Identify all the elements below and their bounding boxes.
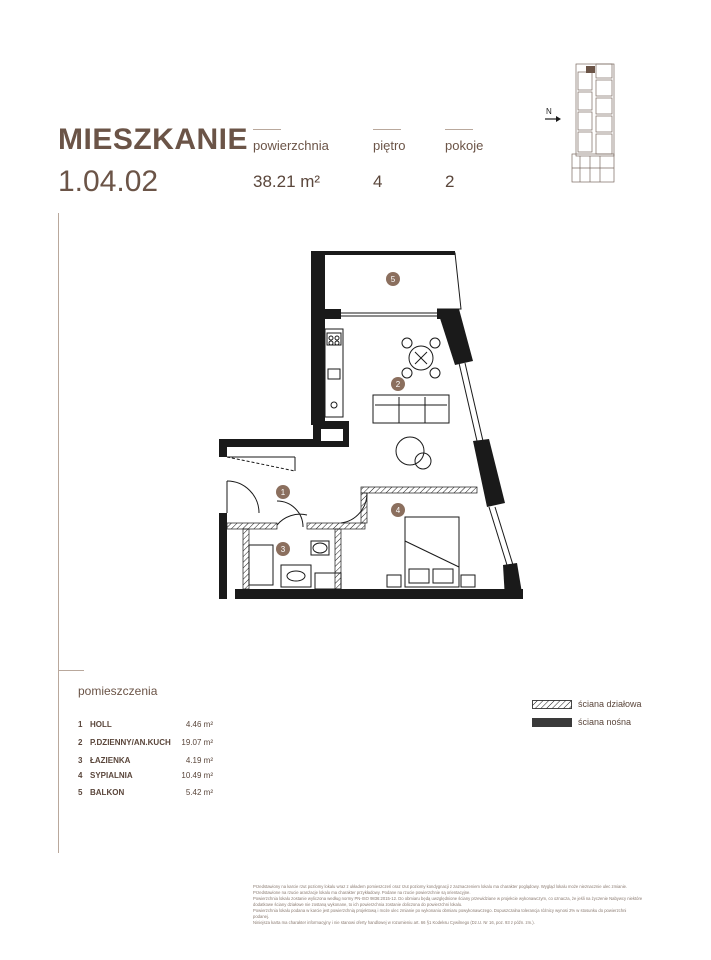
page-title: MIESZKANIE bbox=[58, 123, 249, 156]
marker-3: 3 bbox=[280, 545, 286, 554]
apartment-number: 1.04.02 bbox=[58, 165, 159, 198]
apartment-highlight bbox=[586, 66, 595, 73]
building-key-plan bbox=[540, 58, 640, 188]
solid-swatch-icon bbox=[532, 718, 572, 727]
hatch-swatch-icon bbox=[532, 700, 572, 709]
area-value: 38.21 m² bbox=[253, 172, 321, 191]
rooms-title: pomieszczenia bbox=[78, 684, 158, 698]
floor-label: piętro bbox=[373, 138, 406, 153]
rooms-count-value: 2 bbox=[445, 172, 455, 191]
marker-5: 5 bbox=[390, 275, 396, 284]
stat-divider bbox=[253, 129, 281, 130]
footnote: Przedstawiony na karcie rzut poziomy lokalu wraz z układem pomieszczeń oraz rzut poziomy kondygnacji z zaznaczeniem lokalu ma charakter poglądowy. Wygląd lokalu może nieznacznie ulec zmianie. Przedstawione na rzucie aranżacje lokalu ma charakter przykładowy. Podane na rzucie powierzchnie są orientacyjne. Powierzchnia lokalu zostanie wyliczona według normy PN-ISO 9836:2015-12. Do obmiaru będą uwzględnione ściany przewidziane w projekcie wykonawczym, co oznacza, że jeśli na życzenie Nabywcy niektóre dodatkowe ściany działowe nie zostaną wykonane, to ich powierzchnia zostanie doliczona do powierzchni lokalu. Powierzchnia lokalu podana w karcie jest powierzchnią projektową i może ulec zmianie po wykonaniu obmiaru powykonawczego. Dopuszczalna tolerancja różnicy wynosi 2% w stosunku do powierzchni podanej. Niniejsza karta ma charakter informacyjny i nie stanowi oferty handlowej w rozumieniu art. 66 §1 Kodeksu Cywilnego (Dz.U. Nr 16, poz. 93 z późn. zm.). bbox=[253, 884, 643, 925]
marker-2: 2 bbox=[395, 380, 401, 389]
north-label: N bbox=[546, 107, 552, 116]
marker-1: 1 bbox=[280, 488, 286, 497]
stat-divider bbox=[373, 129, 401, 130]
left-guide-line bbox=[58, 213, 59, 853]
marker-4: 4 bbox=[395, 506, 401, 515]
floor-plan bbox=[215, 245, 530, 605]
rooms-divider bbox=[58, 670, 84, 671]
area-label: powierzchnia bbox=[253, 138, 329, 153]
stat-divider bbox=[445, 129, 473, 130]
floor-value: 4 bbox=[373, 172, 383, 191]
rooms-count-label: pokoje bbox=[445, 138, 484, 153]
